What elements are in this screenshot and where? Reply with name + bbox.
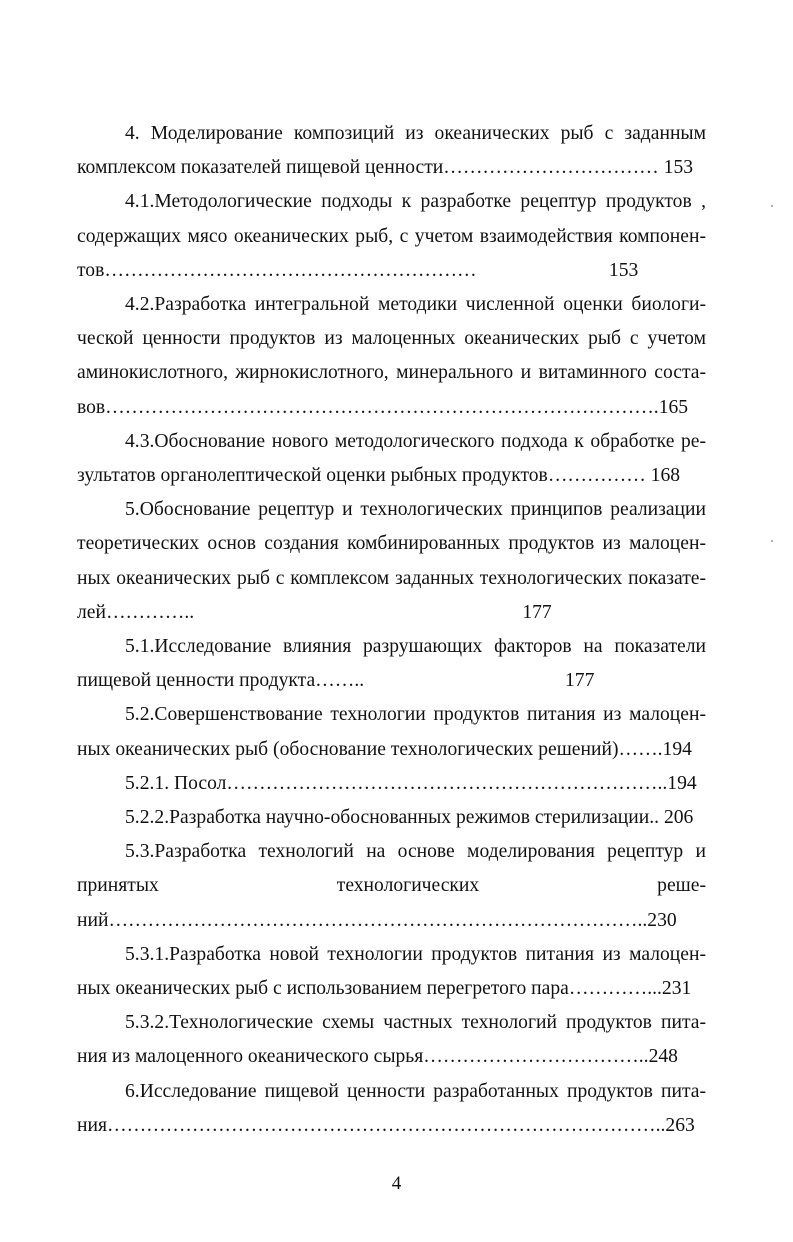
toc-line: 6.Исследование пищевой ценности разработанных продуктов пита-	[125, 1080, 706, 1102]
toc-line: 5.2.1. Посол…………………………………………………………..194	[125, 772, 697, 794]
toc-line: ческой ценности продуктов из малоценных океанических рыб с учетом	[77, 328, 706, 350]
toc-entry-4	[77, 117, 706, 185]
toc-line: ния из малоценного океанического сырья……………………………..248	[77, 1046, 678, 1068]
toc-line: 5.3.Разработка технологий на основе моделирования рецептур и	[125, 841, 706, 863]
toc-line: ных океанических рыб (обоснование технологических решений)…….194	[77, 738, 692, 760]
toc-entry-4-2	[77, 288, 706, 425]
toc-line: аминокислотного, жирнокислотного, минерального и витаминного соста-	[77, 362, 706, 384]
toc-line: содержащих мясо океанических рыб, с учетом взаимодействия компонен-	[77, 225, 706, 247]
toc-line: вов………………………………………………………………………….165	[77, 396, 689, 418]
toc-line: тов………………………………………………… 153	[77, 259, 639, 281]
toc-line: принятых технологических реше-	[77, 875, 706, 897]
toc-line: 5.1.Исследование влияния разрушающих факторов на показатели	[125, 636, 706, 658]
toc-line: ний………………………………………………………………………..230	[77, 909, 677, 931]
toc-line: 5.2.Совершенствование технологии продуктов питания из малоцен-	[125, 704, 706, 726]
toc-entry-4-1	[77, 185, 706, 288]
toc-line: пищевой ценности продукта…….. 177	[77, 670, 595, 692]
toc-line: комплексом показателей пищевой ценности…………………………… 153	[77, 157, 694, 179]
toc-line: 4.2.Разработка интегральной методики численной оценки биологи-	[125, 294, 706, 316]
toc-entry-6	[77, 1075, 706, 1143]
toc-line: 4.1.Методологические подходы к разработке рецептур продуктов ,	[125, 191, 706, 213]
toc-line: 5.3.1.Разработка новой технологии продуктов питания из малоцен-	[125, 943, 706, 965]
toc-line: лей………….. 177	[77, 601, 552, 623]
table-of-contents	[77, 117, 706, 1143]
toc-line: 4.3.Обоснование нового методологического подхода к обработке ре-	[125, 430, 706, 452]
toc-entry-5-3-1	[77, 938, 706, 1006]
page-number: 4	[391, 1173, 402, 1194]
toc-entry-4-3	[77, 425, 706, 493]
toc-entry-5	[77, 493, 706, 630]
toc-line: зультатов органолептической оценки рыбных продуктов…………… 168	[77, 465, 681, 487]
toc-entry-5-2	[77, 698, 706, 766]
toc-line: 5.2.2.Разработка научно-обоснованных режимов стерилизации.. 206	[125, 807, 694, 829]
toc-line: теоретических основ создания комбинированных продуктов из малоцен-	[77, 533, 706, 555]
toc-line: 4. Моделирование композиций из океанических рыб с заданным	[125, 123, 706, 144]
toc-line: ных океанических рыб с комплексом заданных технологических показате-	[77, 567, 706, 589]
toc-entry-5-2-1	[77, 767, 706, 801]
scan-speck	[771, 540, 773, 542]
toc-line: 5.Обоснование рецептур и технологических принципов реализации	[125, 499, 706, 521]
toc-entry-5-2-2	[77, 801, 706, 835]
toc-entry-5-3	[77, 835, 706, 938]
toc-line: 5.3.2.Технологические схемы частных технологий продуктов пита-	[125, 1012, 706, 1034]
toc-entry-5-3-2	[77, 1006, 706, 1074]
scan-speck	[771, 205, 773, 207]
toc-line: ных океанических рыб с использованием перегретого пара…………...231	[77, 978, 692, 1000]
toc-entry-5-1	[77, 630, 706, 698]
toc-line: ния…………………………………………………………………………..263	[77, 1114, 695, 1136]
